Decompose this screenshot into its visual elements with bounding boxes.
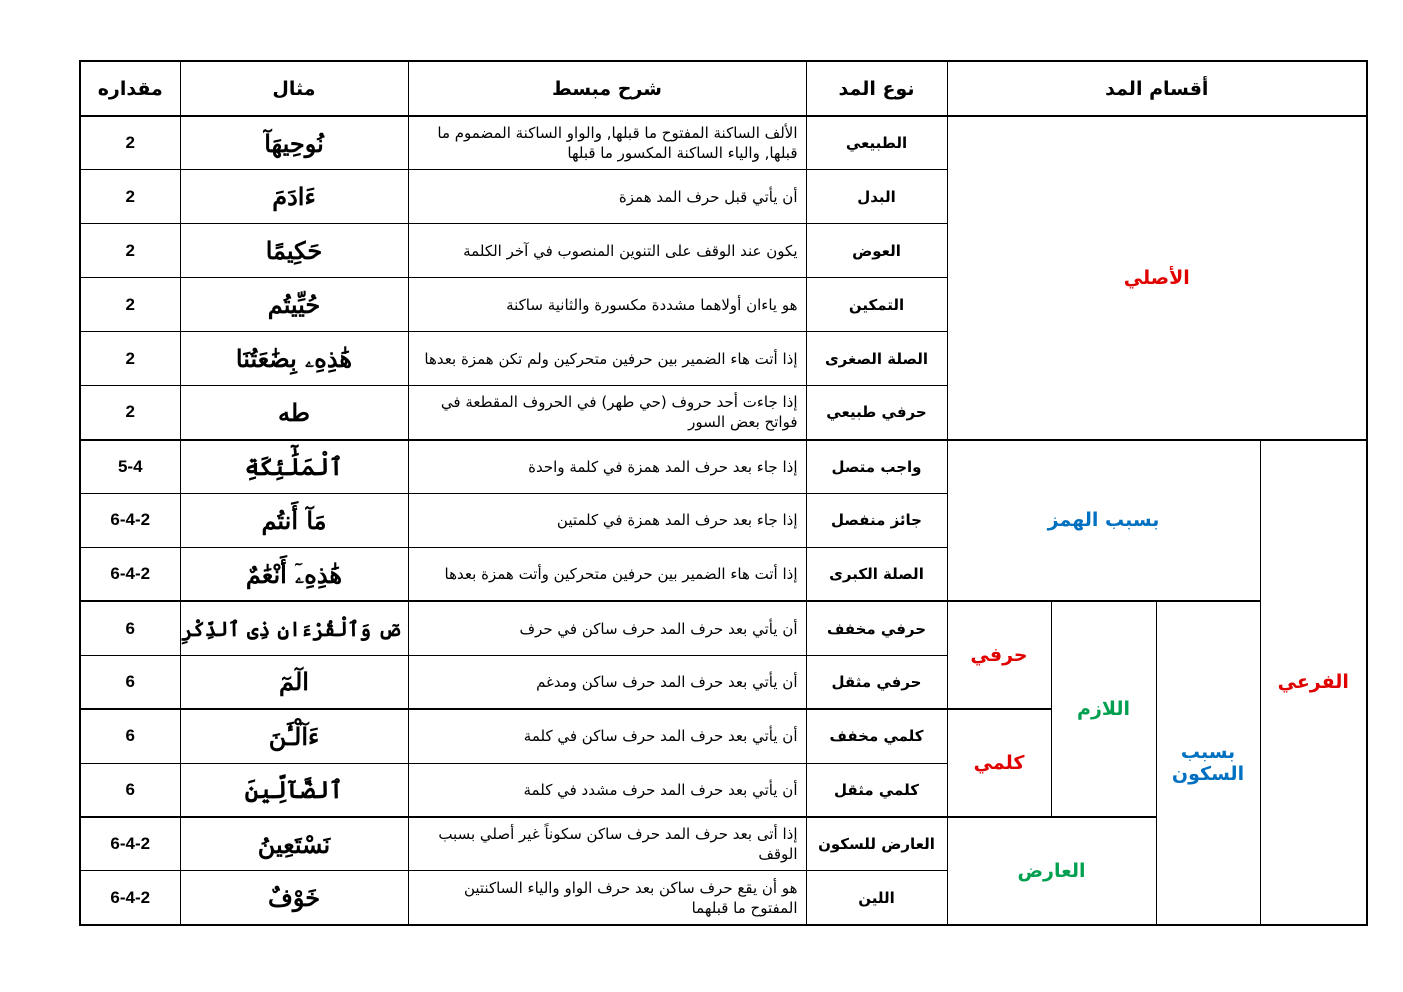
madd-explanation: إذا جاء بعد حرف المد همزة في كلمتين — [408, 493, 806, 547]
madd-explanation: إذا أتت هاء الضمير بين حرفين متحركين ولم تكن همزة بعدها — [408, 332, 806, 386]
madd-explanation: أن يأتي قبل حرف المد همزة — [408, 170, 806, 224]
madd-type: الصلة الصغرى — [806, 332, 947, 386]
madd-example: هَٰذِهِۦٓ أَنْعَٰمٌ — [180, 547, 408, 601]
madd-explanation: أن يأتي بعد حرف المد حرف ساكن في حرف — [408, 601, 806, 655]
madd-example: ءَادَمَ — [180, 170, 408, 224]
madd-example: نَسْتَعِينُ — [180, 817, 408, 871]
madd-table — [79, 60, 1368, 926]
madd-example: مَآ أَنتُم — [180, 493, 408, 547]
header-divisions: أقسام المد — [947, 61, 1367, 116]
category-sukun: بسبب السكون — [1156, 601, 1260, 925]
madd-type: الطبيعي — [806, 116, 947, 170]
madd-amount: 6-4-2 — [80, 871, 180, 925]
madd-amount: 2 — [80, 278, 180, 332]
madd-example: هَٰذِهِۦ بِضَٰعَتُنَا — [180, 332, 408, 386]
madd-type: التمكين — [806, 278, 947, 332]
madd-amount: 2 — [80, 224, 180, 278]
madd-type: جائز منفصل — [806, 493, 947, 547]
madd-example: ءَآلْـَٰٔنَ — [180, 709, 408, 763]
madd-example: ٱلضَّآلِّينَ — [180, 763, 408, 817]
category-lazim: اللازم — [1051, 601, 1156, 817]
header-row — [80, 61, 1367, 116]
table-row — [80, 440, 1367, 494]
madd-example: ٱلْمَلَٰٓئِكَةِ — [180, 440, 408, 494]
header-amount: مقداره — [80, 61, 180, 116]
madd-example: طه — [180, 386, 408, 440]
table-row — [80, 116, 1367, 170]
header-example: مثال — [180, 61, 408, 116]
madd-explanation: إذا جاء بعد حرف المد همزة في كلمة واحدة — [408, 440, 806, 494]
madd-type: كلمي مثقل — [806, 763, 947, 817]
madd-amount: 2 — [80, 332, 180, 386]
madd-type: حرفي مثقل — [806, 655, 947, 709]
madd-example: صٓ وَٱلْقُرْءَانِ ذِى ٱلذِّكْرِ — [180, 601, 408, 655]
madd-type: البدل — [806, 170, 947, 224]
madd-explanation: إذا أتت هاء الضمير بين حرفين متحركين وأتت همزة بعدها — [408, 547, 806, 601]
category-kalimi: كلمي — [947, 709, 1051, 817]
category-fari: الفرعي — [1260, 440, 1367, 925]
madd-type: واجب متصل — [806, 440, 947, 494]
madd-amount: 2 — [80, 170, 180, 224]
madd-amount: 6 — [80, 763, 180, 817]
madd-type: اللين — [806, 871, 947, 925]
madd-table-sheet — [79, 60, 1366, 926]
header-type: نوع المد — [806, 61, 947, 116]
madd-explanation: الألف الساكنة المفتوح ما قبلها, والواو الساكنة المضموم ما قبلها, والياء الساكنة المكسور ما قبلها — [408, 116, 806, 170]
header-explanation: شرح مبسط — [408, 61, 806, 116]
madd-example: حُيِّيتُم — [180, 278, 408, 332]
category-asli: الأصلي — [947, 116, 1367, 440]
madd-type: الصلة الكبرى — [806, 547, 947, 601]
madd-example: الٓمٓ — [180, 655, 408, 709]
madd-type: العوض — [806, 224, 947, 278]
madd-amount: 5-4 — [80, 440, 180, 494]
madd-example: نُوحِيهَآ — [180, 116, 408, 170]
madd-amount: 6 — [80, 655, 180, 709]
madd-type: حرفي مخفف — [806, 601, 947, 655]
madd-type: العارض للسكون — [806, 817, 947, 871]
madd-explanation: إذا جاءت أحد حروف (حي طهر) في الحروف المقطعة في فواتح بعض السور — [408, 386, 806, 440]
madd-explanation: أن يأتي بعد حرف المد حرف ساكن في كلمة — [408, 709, 806, 763]
madd-explanation: هو أن يقع حرف ساكن بعد حرف الواو والياء الساكنتين المفتوح ما قبلهما — [408, 871, 806, 925]
madd-explanation: هو ياءان أولاهما مشددة مكسورة والثانية ساكنة — [408, 278, 806, 332]
madd-explanation: يكون عند الوقف على التنوين المنصوب في آخر الكلمة — [408, 224, 806, 278]
table-row — [80, 601, 1367, 655]
madd-explanation: أن يأتي بعد حرف المد حرف ساكن ومدغم — [408, 655, 806, 709]
madd-type: حرفي طبيعي — [806, 386, 947, 440]
madd-example: خَوْفٌ — [180, 871, 408, 925]
madd-amount: 2 — [80, 386, 180, 440]
madd-amount: 2 — [80, 116, 180, 170]
madd-example: حَكِيمًا — [180, 224, 408, 278]
category-hamz: بسبب الهمز — [947, 440, 1260, 602]
madd-amount: 6 — [80, 601, 180, 655]
category-arid: العارض — [947, 817, 1156, 925]
madd-explanation: أن يأتي بعد حرف المد حرف مشدد في كلمة — [408, 763, 806, 817]
madd-amount: 6 — [80, 709, 180, 763]
madd-amount: 6-4-2 — [80, 493, 180, 547]
category-harfi: حرفي — [947, 601, 1051, 709]
madd-explanation: إذا أتى بعد حرف المد حرف ساكن سكوناً غير أصلي بسبب الوقف — [408, 817, 806, 871]
madd-type: كلمي مخفف — [806, 709, 947, 763]
madd-amount: 6-4-2 — [80, 817, 180, 871]
madd-amount: 6-4-2 — [80, 547, 180, 601]
